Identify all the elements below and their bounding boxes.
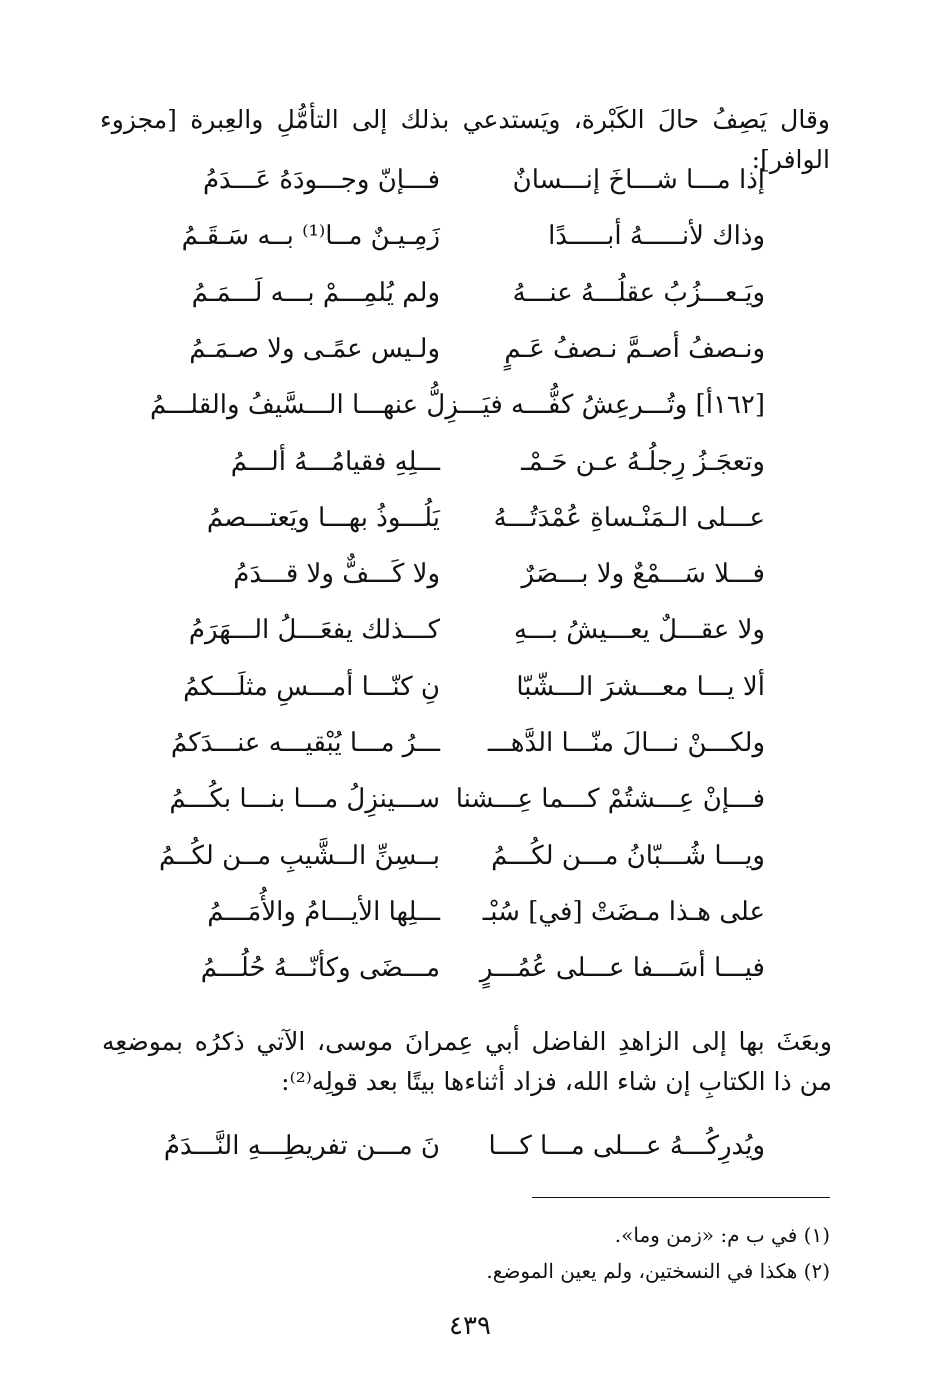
verse-line	[0, 771, 940, 827]
hemistich-first: فـــلا سَـــمْعٌ ولا بـــصَرٌ	[521, 559, 765, 590]
hemistich-second: يَلُـــوذُ بهـــا ويَعتـــصمُ	[206, 502, 440, 533]
hemistich-first: ويـــا شُـــبّانُ مـــن لكُـــمُ	[491, 840, 765, 871]
hemistich-second: كـــذلك يفعَـــلُ الـــهَرَمُ	[188, 615, 440, 646]
hemistich-first: ونـصفُ أصـمَّ نـصفُ عَـمٍ	[504, 333, 765, 364]
hemistich-first: عـــلى الـمَنْـساةِ عُمْدَتُـــهُ	[493, 502, 765, 533]
verse-line	[0, 208, 940, 264]
footnote-1: (١) في ب م: «زمن وما».	[614, 1223, 830, 1247]
verse-line	[0, 377, 940, 433]
verse-full-line: [١٦٢أ] وتُـــرعِشُ كفُّـــه فيَـــزِلُّ عنهـــا الـــسَّيفُ والقلـــمُ	[149, 390, 765, 421]
hemistich-second: ولا كَـــفٌّ ولا قـــدَمُ	[233, 559, 440, 590]
verse-line	[0, 490, 940, 546]
page-number: ٤٣٩	[449, 1311, 491, 1341]
hemistich-first: وذاك لأنـــــهُ أبـــــدًا	[548, 221, 765, 252]
verse-line	[0, 321, 940, 377]
verse-line	[0, 659, 940, 715]
footnote-separator	[532, 1197, 830, 1198]
hemistich-first: فـــإنْ عِـــشتُمْ كـــما عِـــشنا	[455, 784, 765, 815]
hemistich-second: فـــإنّ وجـــودَهُ عَـــدَمُ	[202, 165, 440, 195]
verse-line	[0, 884, 940, 940]
verse-line	[0, 715, 940, 771]
hemistich-second: ولم يُلمِـــمْ بـــه لَـــمَـمُ	[191, 277, 440, 308]
hemistich-first: إذا مـــا شـــاخَ إنـــسانٌ	[512, 165, 765, 195]
hemistich-first: ألا يـــا معـــشرَ الـــشّبّا	[516, 671, 765, 702]
hemistich-second: ولـيس عمًـى ولا صـمَـمُ	[189, 333, 440, 364]
verse-line	[0, 265, 940, 321]
verse-line	[0, 828, 940, 884]
hemistich-first: فيـــا أسَـــفا عـــلى عُمُـــرٍ	[479, 953, 765, 984]
hemistich-second: ـــرُ مـــا يُبْقيـــه عنـــدَكمُ	[170, 728, 440, 758]
hemistich-first: ولكـــنْ نـــالَ منّـــا الدَّهـــ	[487, 728, 765, 758]
added-verse	[0, 1118, 940, 1174]
intro-paragraph: وقال يَصِفُ حالَ الكَبْرة، ويَستدعي بذلك إلى التأمُّلِ والعِبرة [مجزوء الوافر]:	[100, 105, 830, 174]
verse-line	[0, 940, 940, 996]
hemistich-first: على هـذا مـضَتْ [في] سُبْـ	[482, 896, 765, 927]
hemistich-first: ويَـعـــزُبُ عقلُـــهُ عنـــهُ	[512, 277, 765, 308]
transition-paragraph: وبعَثَ بها إلى الزاهدِ الفاضل أبي عِمرانَ موسى، الآتي ذكرُه بموضعِه من ذا الكتابِ إن شاء الله، فزاد أثناءها بيتًا بعد قولِه⁽²⁾:	[102, 1027, 832, 1096]
hemistich-first: ولا عقـــلٌ يعـــيشُ بـــهِ	[513, 615, 765, 646]
hemistich-second: ـــلِهِ فقيامُـــهُ ألـــمُ	[230, 446, 440, 477]
verse-line	[0, 434, 940, 490]
hemistich-second: ســـينزِلُ مـــا بنـــا بكُـــمُ	[169, 784, 440, 815]
hemistich-second: مـــضَى وكأنّـــهُ حُلُـــمُ	[200, 953, 440, 984]
verse-line	[0, 152, 940, 208]
verse-line	[0, 546, 940, 602]
hemistich-second: نِ كنّـــا أمـــسِ مثلَـــكمُ	[183, 671, 440, 702]
hemistich-second: نَ مـــن تفريطِـــهِ النَّـــدَمُ	[163, 1131, 440, 1161]
hemistich-second: زَمِـيـنٌ مــا⁽¹⁾ بــه سَـقَـمُ	[181, 221, 440, 252]
hemistich-second: ـــلِها الأيـــامُ والأُمَـــمُ	[207, 896, 440, 927]
verse-line	[0, 602, 940, 658]
hemistich-first: وتعجَـزُ رِجلُـهُ عـن حَـمْـ	[521, 446, 765, 477]
footnote-2: (٢) هكذا في النسختين، ولم يعين الموضع.	[486, 1259, 830, 1283]
hemistich-first: ويُدرِكُـــهُ عـــلى مـــا كـــا	[488, 1131, 765, 1161]
hemistich-second: بــسِنِّ الــشَّيبِ مــن لكُــمُ	[159, 840, 440, 871]
